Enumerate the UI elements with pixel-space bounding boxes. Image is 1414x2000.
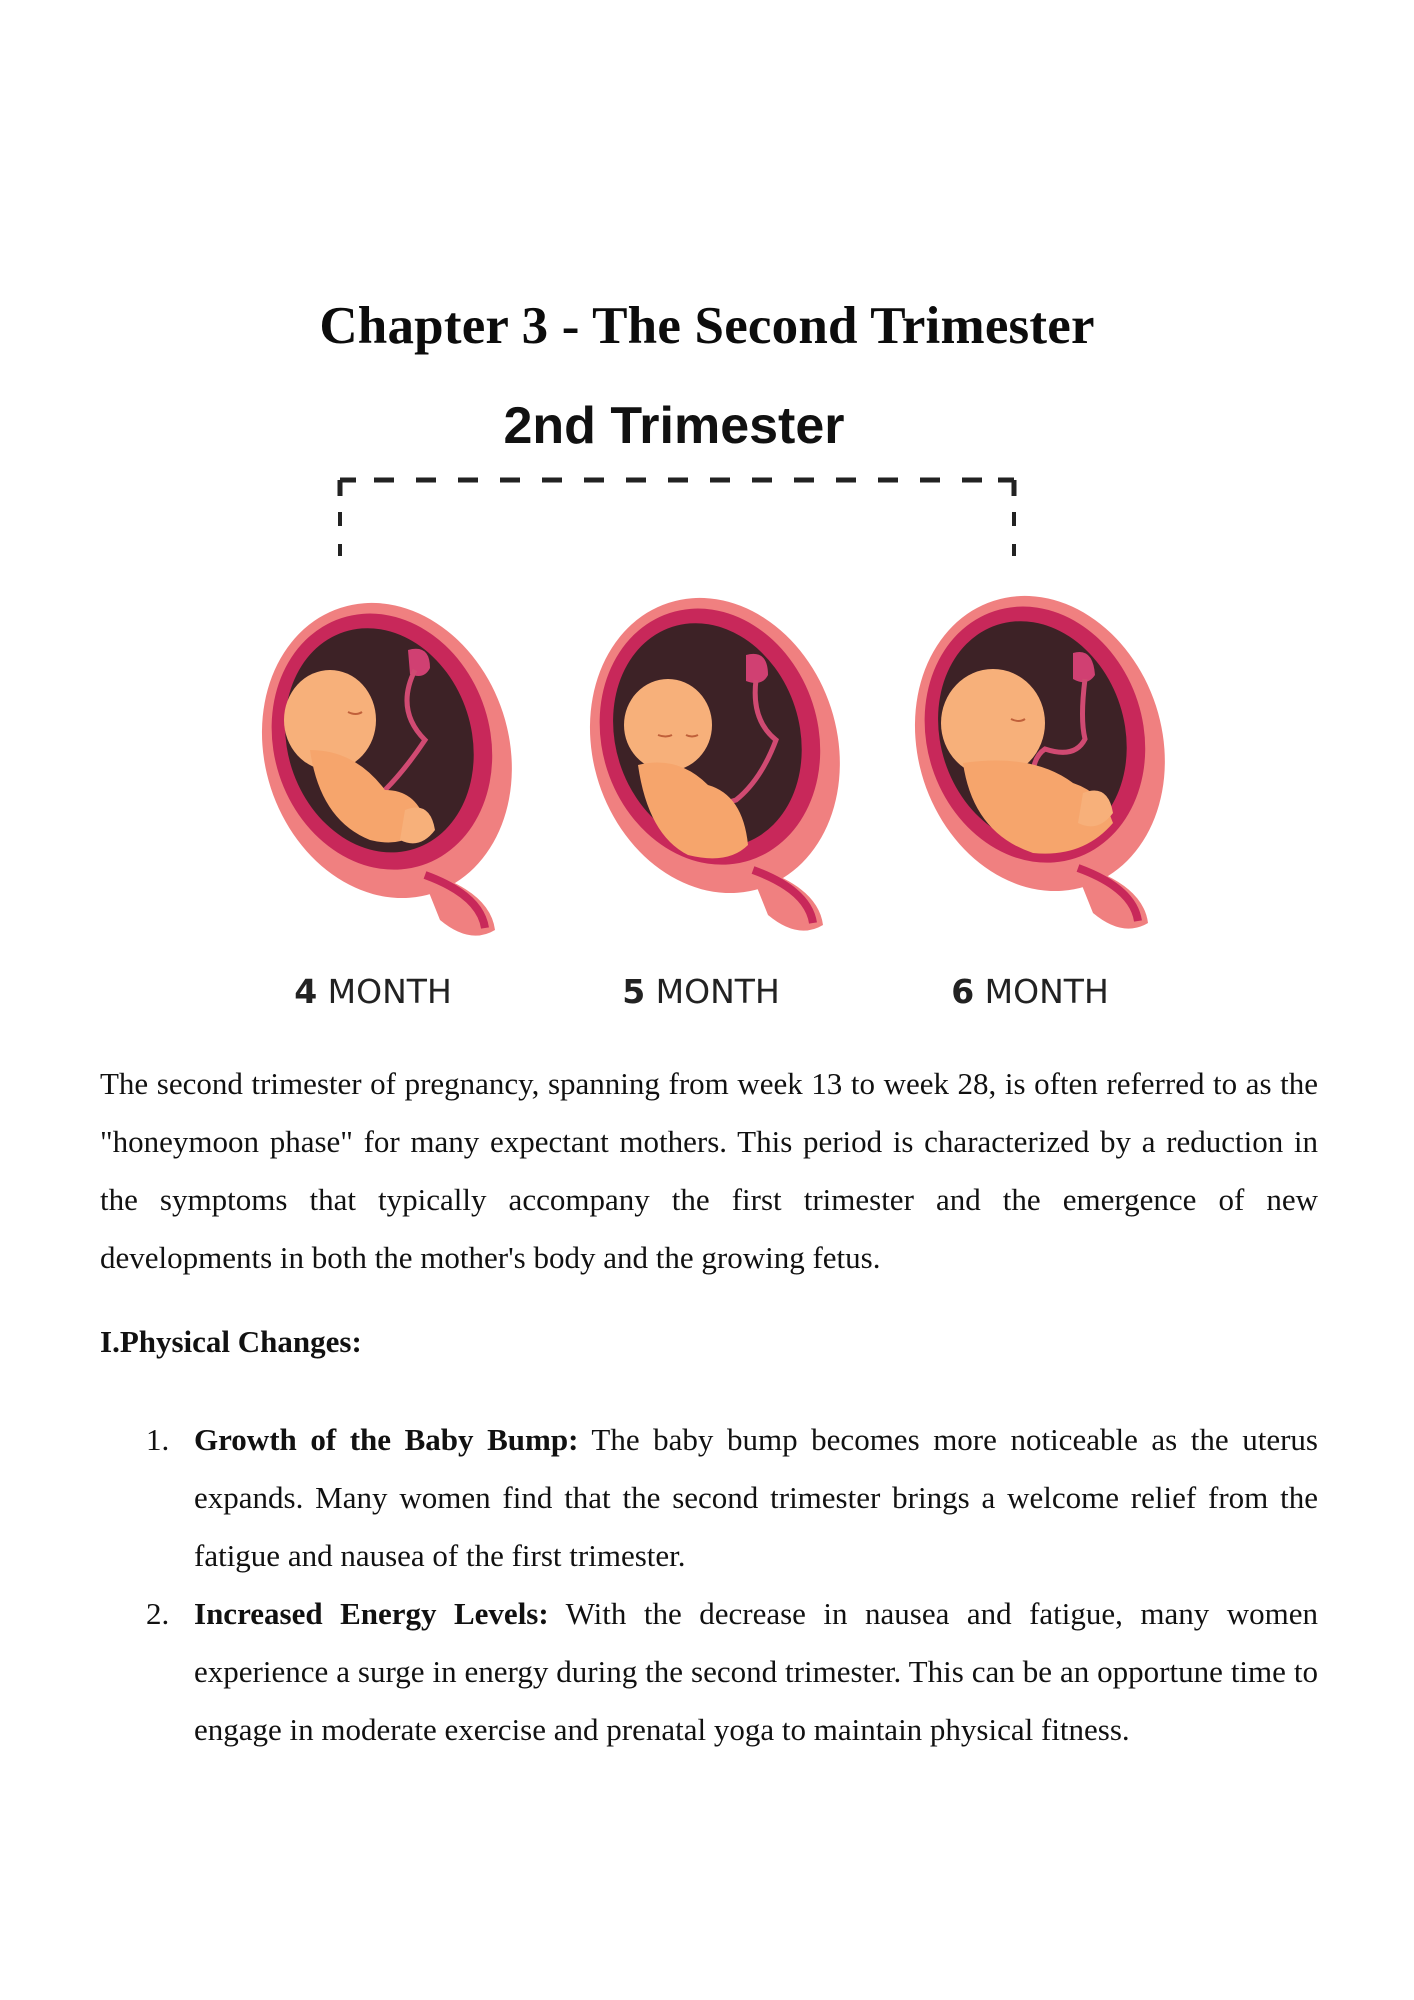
list-item xyxy=(140,1585,1318,1759)
physical-changes-list xyxy=(140,1411,1318,1759)
intro-paragraph: The second trimester of pregnancy, spanning from week 13 to week 28, is often referred to as the "honeymoon phase" for many expectant mothers. This period is characterized by a reduction in the symptoms that typically accompany the first trimester and the emergence of new developments in both the mother's body and the growing fetus. xyxy=(100,1066,1318,1275)
dashed-bracket-icon xyxy=(334,476,1020,562)
list-item xyxy=(140,1411,1318,1585)
month-label-5 xyxy=(571,972,831,1011)
month-unit: MONTH xyxy=(327,972,452,1011)
list-number: 2. xyxy=(146,1596,170,1631)
month-number: 4 xyxy=(294,972,318,1011)
list-term: Growth of the Baby Bump: xyxy=(194,1422,579,1457)
list-term: Increased Energy Levels: xyxy=(194,1596,549,1631)
list-number: 1. xyxy=(146,1422,170,1457)
month-unit: MONTH xyxy=(655,972,780,1011)
fetus-in-uterus-6-month-icon xyxy=(893,583,1193,943)
month-label-4 xyxy=(243,972,503,1011)
list-text: With the decrease in nausea and fatigue, many women experience a surge in energy during the second trimester. This can be an opportune time to engage in moderate exercise and prenatal yoga to maintain physical fitness. xyxy=(194,1596,1319,1747)
chapter-title: Chapter 3 - The Second Trimester xyxy=(319,297,1095,355)
month-label-6 xyxy=(900,972,1160,1011)
fetus-in-uterus-5-month-icon xyxy=(568,585,868,945)
fetus-in-uterus-4-month-icon xyxy=(240,590,540,950)
month-number: 6 xyxy=(951,972,975,1011)
list-text: The baby bump becomes more noticeable as the uterus expands. Many women find that the second trimester brings a welcome relief from the fatigue and nausea of the first trimester. xyxy=(194,1422,1318,1573)
section-heading: I.Physical Changes: xyxy=(100,1324,362,1359)
figure-title: 2nd Trimester xyxy=(503,397,845,455)
month-number: 5 xyxy=(622,972,646,1011)
month-unit: MONTH xyxy=(984,972,1109,1011)
